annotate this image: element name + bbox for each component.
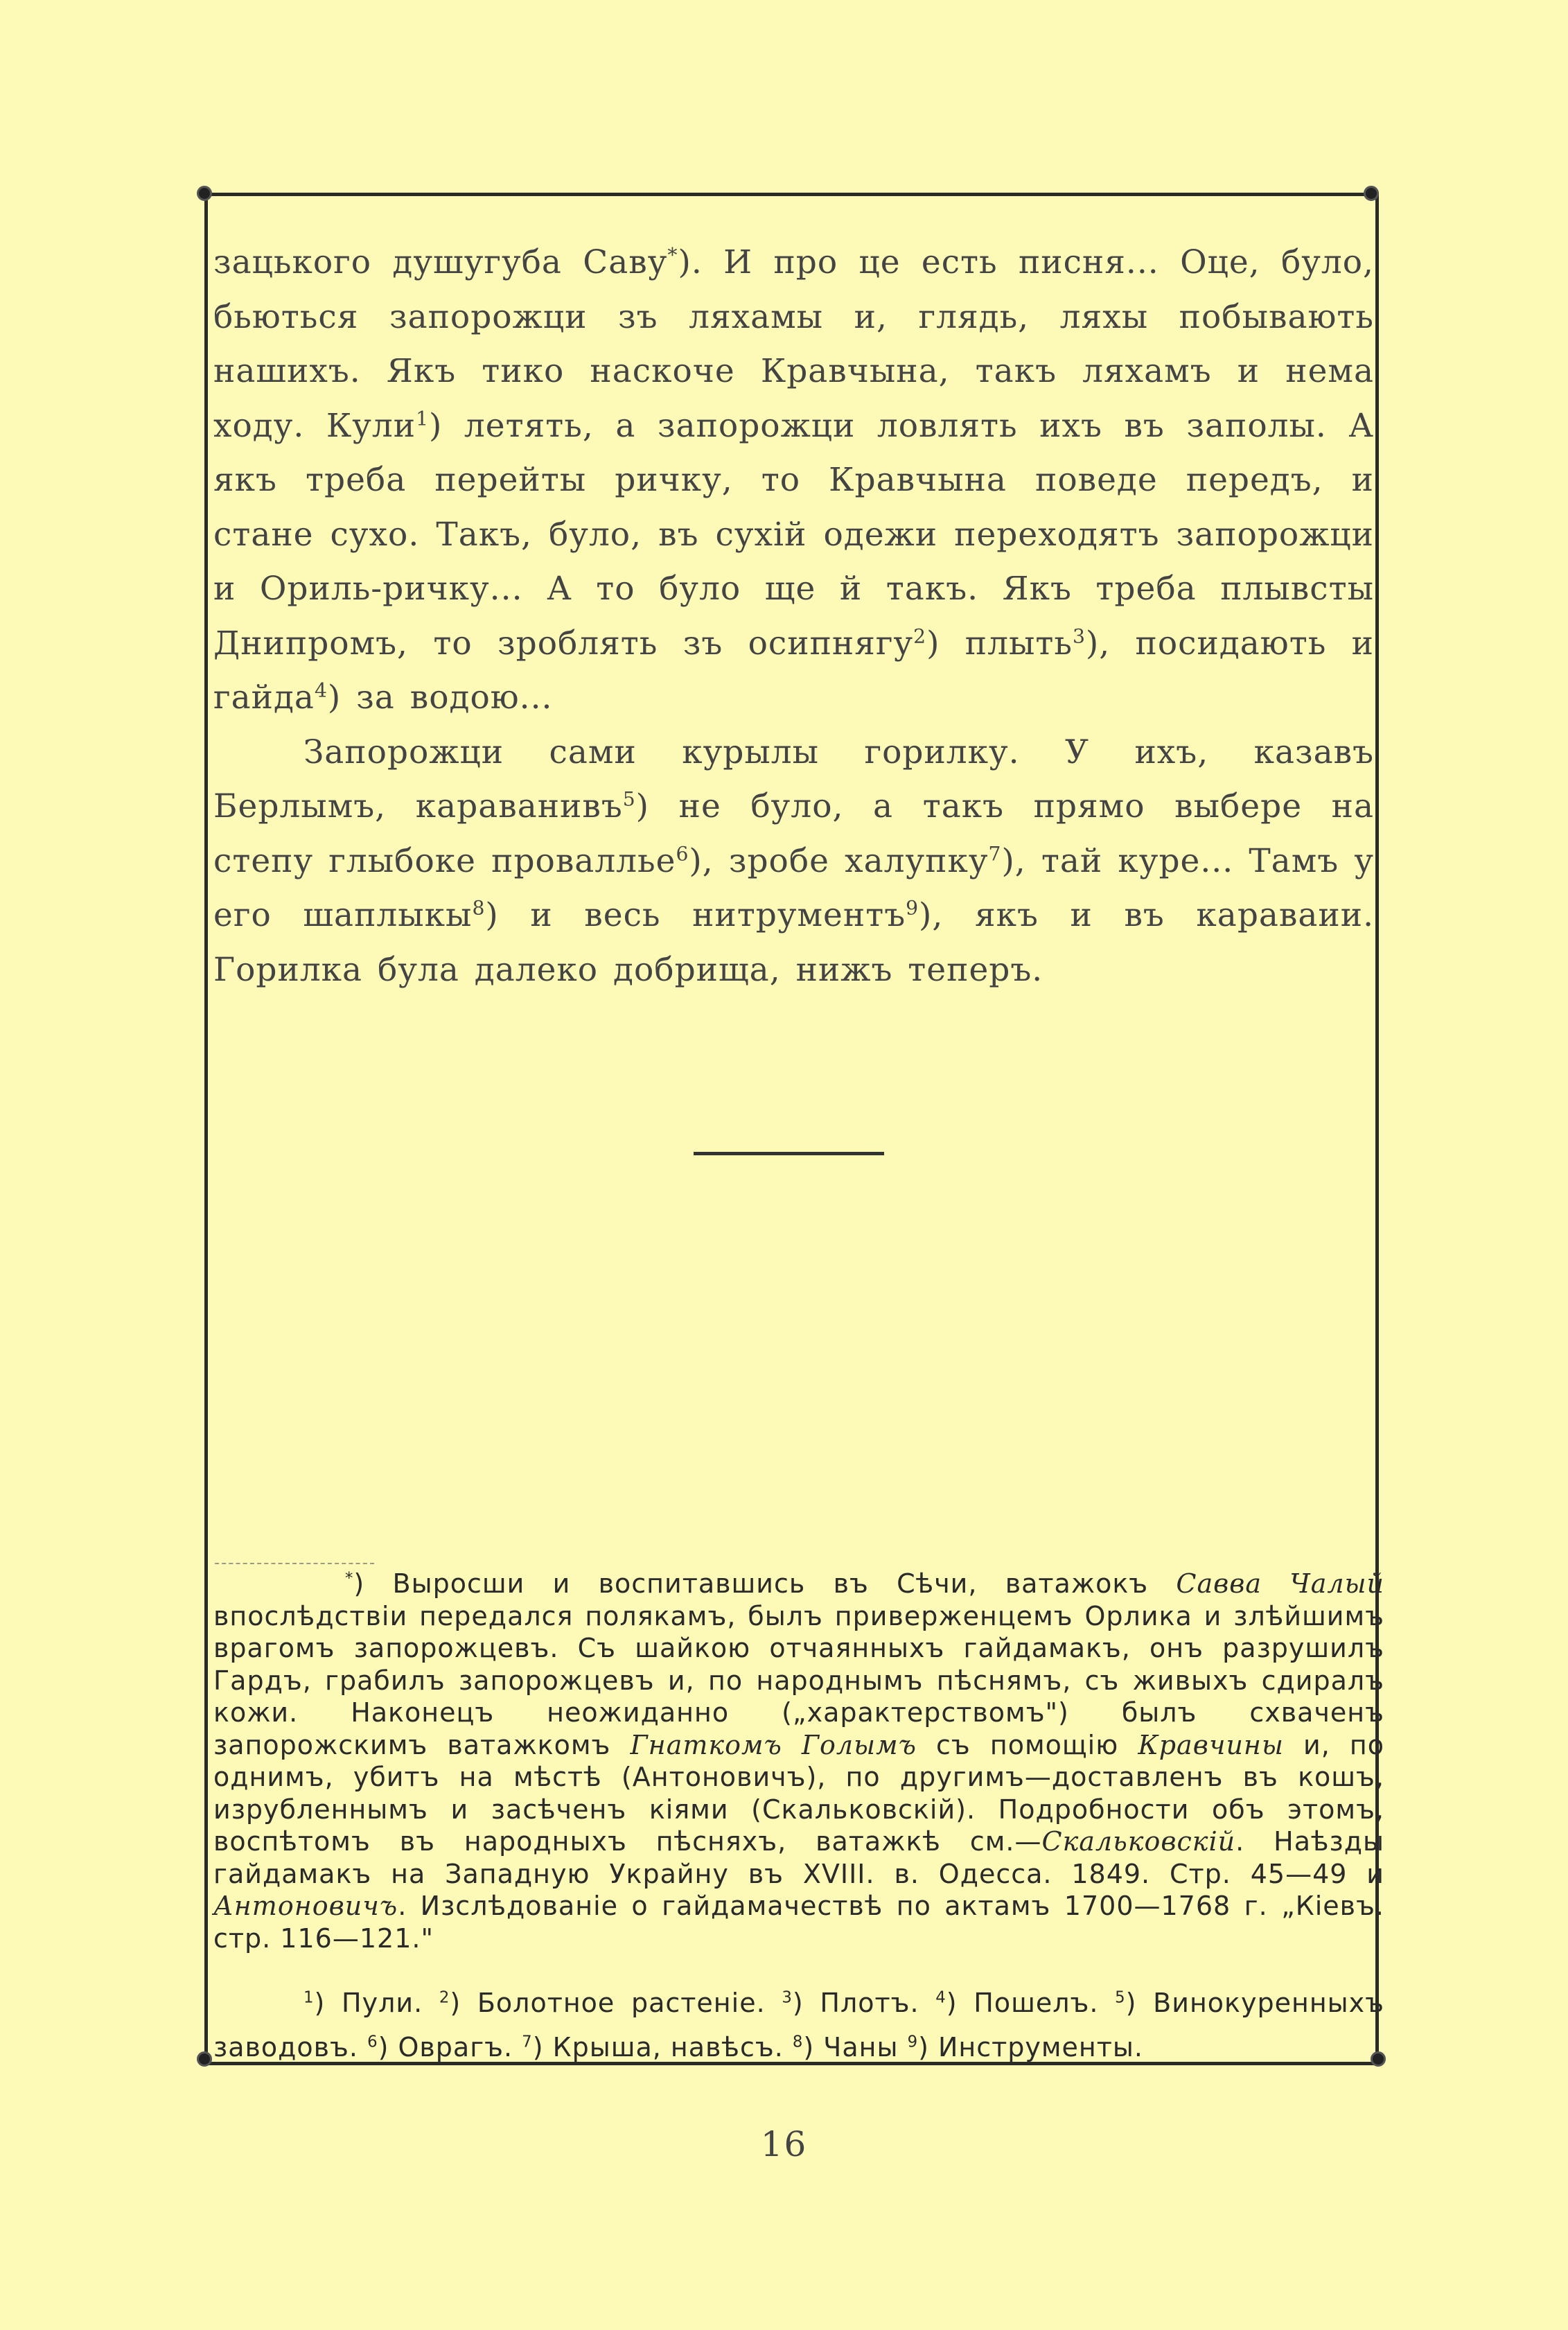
footnotes <box>213 1568 1384 2069</box>
gloss-item: ) Оврагъ. <box>378 2032 522 2062</box>
text-run: Запорожци сами курылы горилку. У ихъ, казавъ Берлымъ, караванивъ <box>213 733 1374 825</box>
note-mark: 7 <box>988 841 1002 865</box>
main-paragraph-2 <box>213 726 1374 998</box>
name-italic: Савва Чалый <box>1176 1568 1384 1599</box>
gloss-item: ) Винокуренныхъ заводовъ. <box>213 1988 1385 2062</box>
text-run: . Наѣзды гайдамакъ на Западную Украйну въ XVIII. в. Одесса. 1849. Стр. 45—49 и <box>213 1826 1384 1889</box>
note-mark: 1 <box>416 406 430 430</box>
name-italic: Скальковскій <box>1041 1826 1236 1857</box>
note-mark: 4 <box>314 678 328 702</box>
frame-corner-ornament-top-left <box>197 186 212 201</box>
name-italic: Антоновичъ <box>213 1891 398 1921</box>
text-run: ), тай куре... Тамъ у его шаплыкы <box>213 841 1374 934</box>
note-mark: 7 <box>522 2033 533 2051</box>
note-mark: 5 <box>1115 1988 1126 2007</box>
gloss-item: ) Чаны <box>803 2032 908 2062</box>
note-mark: 6 <box>367 2033 378 2051</box>
text-run: зацького душугуба Саву <box>213 243 668 281</box>
text-run: ), посидають и гайда <box>213 624 1374 717</box>
text-run: ) Выросши и воспитавшись въ Сѣчи, ватажокъ <box>353 1568 1177 1599</box>
footnote-main <box>213 1568 1384 1954</box>
gloss-item: ) Болотное растеніе. <box>450 1988 782 2018</box>
note-mark: 5 <box>622 787 636 811</box>
text-run: ), якъ и въ караваии. Горилка була далеко добрища, нижъ теперъ. <box>213 896 1375 989</box>
main-paragraph-1 <box>213 236 1374 726</box>
name-italic: Кравчины <box>1138 1729 1284 1760</box>
text-run: ) за водою... <box>327 678 553 717</box>
footnote-glossary <box>213 1981 1384 2069</box>
note-mark: 4 <box>935 1988 946 2007</box>
text-run: . Изслѣдованіе о гайдамачествѣ по актамъ 1700—1768 г. „Кіевъ. стр. 116—121." <box>213 1891 1384 1954</box>
note-mark: 2 <box>439 1988 450 2007</box>
text-run: ). И про це есть писня... Оце, було, бьються запорожци зъ ляхамы и, глядь, ляхы побывають нашихъ. Якъ тико наскоче Кравчына, такъ ляхамъ и нема ходу. Кули <box>213 243 1374 445</box>
note-mark: 1 <box>303 1988 315 2007</box>
gloss-item: ) Плотъ. <box>792 1988 936 2018</box>
text-run: съ помощію <box>916 1729 1138 1760</box>
text-run: ) плыть <box>926 624 1073 663</box>
text-run: ) летять, а запорожци ловлять ихъ въ заполы. А якъ треба перейты ричку, то Кравчына поведе передъ, и стане сухо. Такъ, було, въ сухій одежи переходятъ запорожци и Ориль-ричку... А то було ще й такъ. Якъ треба плывсты Днипромъ, то зроблять зъ осипнягу <box>213 406 1374 663</box>
note-mark: 9 <box>907 2033 919 2051</box>
note-mark: 8 <box>472 896 486 920</box>
gloss-item: ) Крыша, навѣсъ. <box>532 2032 793 2062</box>
text-run: впослѣдствіи передался полякамъ, былъ приверженцемъ Орлика и злѣйшимъ врагомъ запорожцевъ. Съ шайкою отчаянныхъ гайдамакъ, онъ разрушилъ Гардъ, грабилъ запорожцевъ и, по народнымъ пѣснямъ, съ живыхъ сдиралъ кожи. Наконецъ неожиданно („характерствомъ") былъ схваченъ запорожскимъ ватажкомъ <box>213 1600 1384 1760</box>
footnote-divider <box>215 1563 374 1566</box>
gloss-item: ) Инструменты. <box>918 2032 1143 2062</box>
gloss-item: ) Пошелъ. <box>946 1988 1116 2018</box>
note-mark: * <box>345 1569 354 1588</box>
name-italic: Гнаткомъ Голымъ <box>630 1729 917 1760</box>
main-text <box>213 236 1374 997</box>
text-run: ) не було, а такъ прямо выбере на степу глыбоке проваллье <box>213 787 1374 880</box>
gloss-item: ) Пули. <box>314 1988 439 2018</box>
note-mark: 6 <box>676 841 689 865</box>
note-mark: 9 <box>906 896 919 920</box>
text-run: ) и весь нитрументъ <box>485 896 906 934</box>
note-mark: 2 <box>913 624 927 647</box>
frame-corner-ornament-bottom-left <box>197 2051 212 2067</box>
note-mark: 3 <box>1072 624 1086 647</box>
page-number: 16 <box>760 2124 808 2164</box>
text-run: и, по однимъ, убитъ на мѣстѣ (Антоновичъ), по другимъ—доставленъ въ кошъ, изрубленнымъ и засѣченъ кіями (Скальковскій). Подробности объ этомъ, воспѣтомъ въ народныхъ пѣсняхъ, ватажкѣ см.— <box>213 1729 1384 1857</box>
text-run: ), зробе халупку <box>689 841 989 880</box>
note-mark: 3 <box>782 1988 793 2007</box>
section-divider <box>694 1152 884 1155</box>
frame-corner-ornament-top-right <box>1364 186 1379 201</box>
note-mark: * <box>667 243 678 267</box>
note-mark: 8 <box>792 2033 804 2051</box>
